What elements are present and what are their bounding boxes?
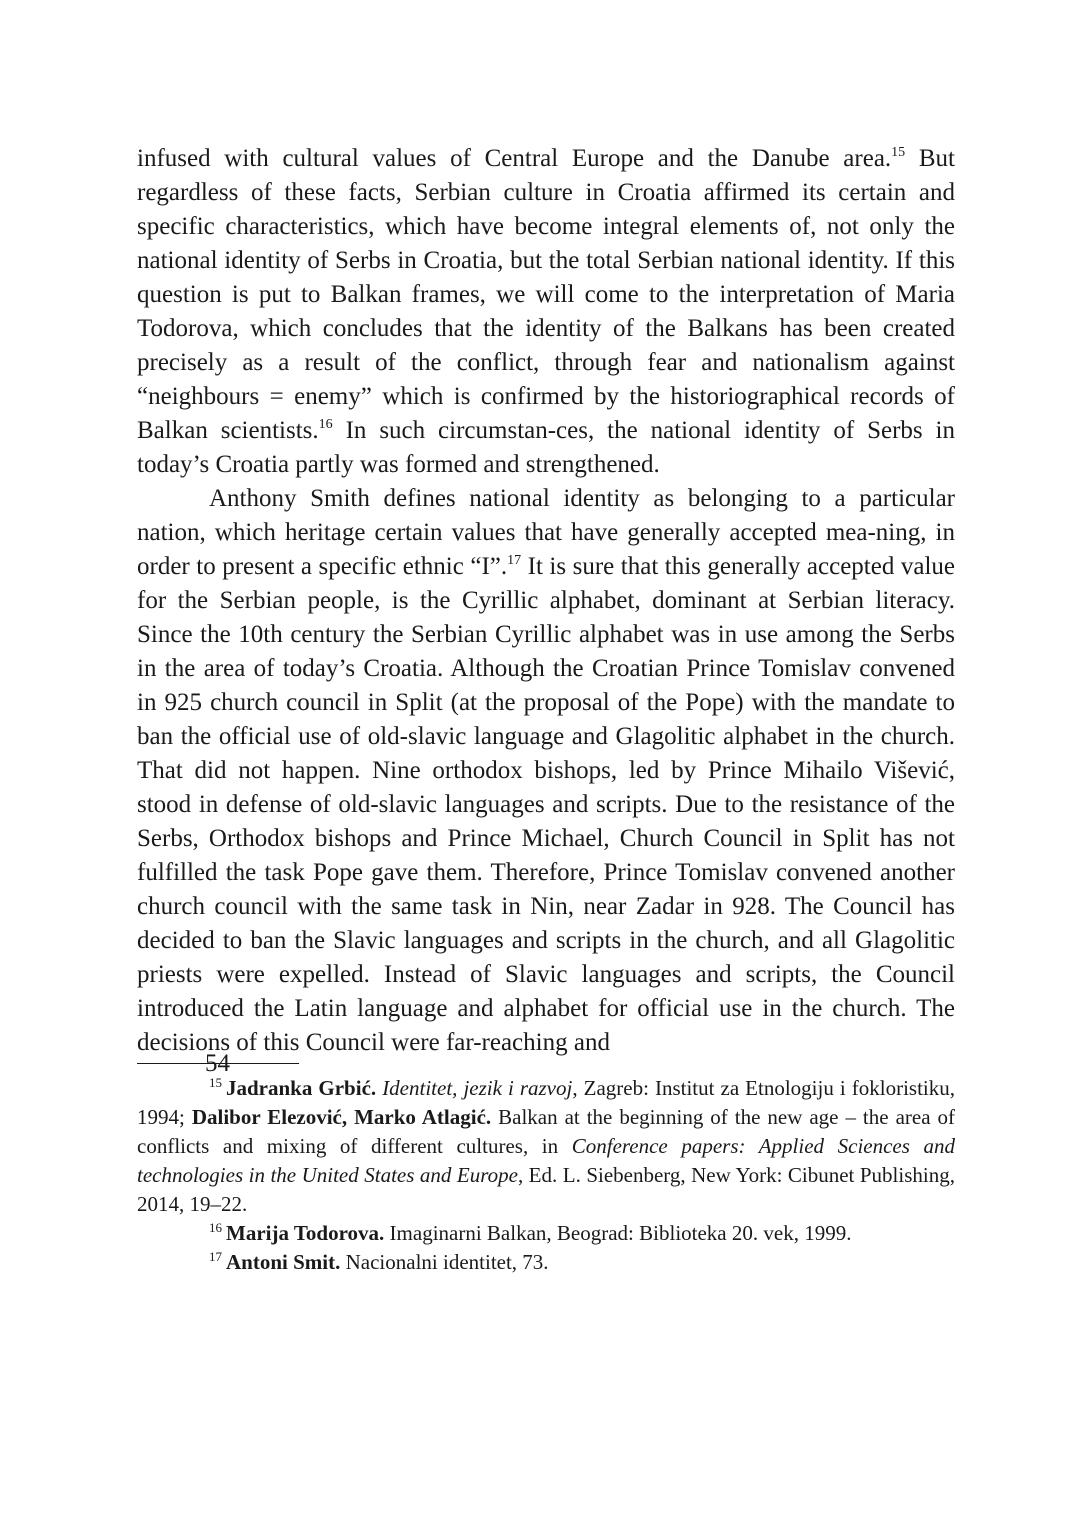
author-name: Antoni Smit. [226, 1250, 341, 1274]
text-run: Nacionalni identitet, 73. [340, 1250, 549, 1274]
work-title: Conference papers: Applied Sciences and technologies in the United States and Europe [137, 1134, 955, 1187]
footnote-reference: 15 [891, 145, 906, 160]
text-run: , Zagreb: Institut za Etnologiju i fokloristiku, 1994; [137, 1076, 955, 1129]
paragraph [137, 482, 955, 1060]
text-run: It is sure that this generally accepted value for the Serbian people, is the Cyrillic alphabet, dominant at Serbian literacy. Since the 10th century the Serbian Cyrillic alphabet was in use among the Serbs in the area of today’s Croatia. Although the Croatian Prince Tomislav convened in 925 church council in Split (at the proposal of the Pope) with the mandate to ban the official use of old-slavic language and Glagolitic alphabet in the church. That did not happen. Nine orthodox bishops, led by Prince Mihailo Višević, stood in defense of old-slavic languages and scripts. Due to the resistance of the Serbs, Orthodox bishops and Prince Michael, Church Council in Split has not fulfilled the task Pope gave them. Therefore, Prince Tomislav convened another church council with the same task in Nin, near Zadar in 928. The Council has decided to ban the Slavic languages and scripts in the church, and all Glagolitic priests were expelled. Instead of Slavic languages and scripts, the Council introduced the Latin language and alphabet for official use in the church. The decisions of this Council were far-reaching and [137, 553, 955, 1056]
text-run: In such circumstan-ces, the national identity of Serbs in today’s Croatia partly was formed and strengthened. [137, 417, 956, 478]
text-run: Anthony Smith defines national identity as belonging to a particular nation, which heritage certain values that have generally accepted mea-ning, in order to present a specific ethnic “I”. [137, 485, 955, 580]
footnote-15 [137, 1074, 955, 1219]
author-name: Marija Todorova. [226, 1221, 385, 1245]
footnote-reference: 17 [507, 553, 522, 568]
text-run: infused with cultural values of Central Europe and the Danube area. [137, 145, 892, 172]
footnote-reference: 16 [318, 417, 333, 432]
text-run: Imaginarni Balkan, Beograd: Biblioteka 20. vek, 1999. [384, 1221, 852, 1245]
footnote-16 [137, 1219, 955, 1248]
footnotes [137, 1074, 955, 1277]
paragraph [137, 142, 955, 482]
footnote-number: 17 [209, 1249, 222, 1264]
page-content [137, 142, 955, 1277]
text-run: , Ed. L. Siebenberg, New York: Cibunet Publishing, 2014, 19–22. [137, 1163, 955, 1216]
text-run: But regardless of these facts, Serbian culture in Croatia affirmed its certain and specific characteristics, which have become integral elements of, not only the national identity of Serbs in Croatia, but the total Serbian national identity. If this question is put to Balkan frames, we will come to the interpretation of Maria Todorova, which concludes that the identity of the Balkans has been created precisely as a result of the conflict, through fear and nationalism against “neighbours = enemy” which is confirmed by the historiographical records of Balkan scientists. [137, 145, 955, 444]
text-run: Balkan at the beginning of the new age – the area of conflicts and mixing of different cultures, in [137, 1105, 955, 1158]
author-name: Jadranka Grbić. [226, 1076, 377, 1100]
footnote-number: 16 [209, 1220, 222, 1235]
author-name: Dalibor Elezović, Marko Atlagić. [191, 1105, 492, 1129]
footnote-17 [137, 1248, 955, 1277]
page-number: 54 [205, 1050, 230, 1077]
work-title: Identitet, jezik i razvoj [382, 1076, 573, 1100]
body-text [137, 142, 955, 1060]
footnote-number: 15 [209, 1075, 222, 1090]
